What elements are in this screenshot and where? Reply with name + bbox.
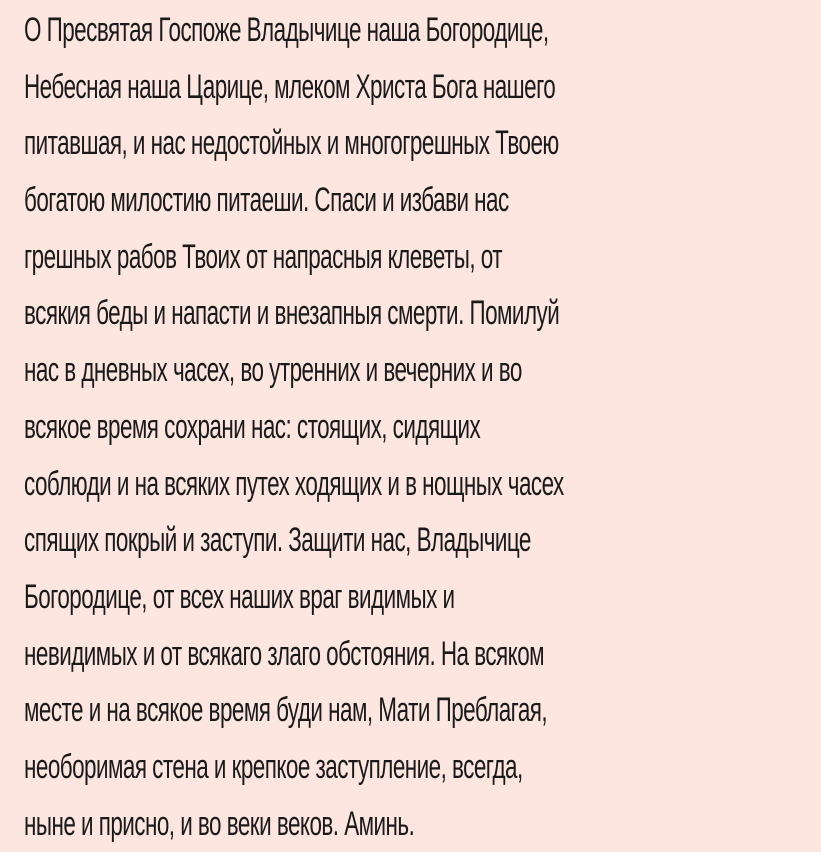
prayer-line: всякое время сохрани нас: стоящих, сидящих [24, 407, 481, 446]
prayer-line: соблюди и на всяких путех ходящих и в нощных часех [24, 464, 564, 503]
prayer-line: О Пресвятая Госпоже Владычице наша Богородице, [24, 11, 549, 49]
prayer-line: Богородице, от всех наших враг видимых и [24, 577, 455, 616]
prayer-line: богатою милостию питаеши. Спаси и избави нас [24, 181, 509, 220]
prayer-line: грешных рабов Твоих от напрасныя клеветы, от [24, 237, 503, 276]
prayer-line: необоримая стена и крепкое заступление, всегда, [24, 747, 523, 786]
prayer-line: ныне и присно, и во веки веков. Аминь. [24, 804, 415, 843]
prayer-line: невидимых и от всякаго злаго обстояния. На всяком [24, 634, 545, 673]
prayer-line: нас в дневных часех, во утренних и вечерних и во [24, 351, 522, 390]
prayer-line: Небесная наша Царице, млеком Христа Бога нашего [24, 67, 556, 106]
prayer-line: всякия беды и напасти и внезапныя смерти. Помилуй [24, 294, 560, 333]
prayer-line: спящих покрый и заступи. Защити нас, Владычице [24, 521, 531, 560]
prayer-line: месте и на всякое время буди нам, Мати Преблагая, [24, 691, 548, 730]
prayer-line: питавшая, и нас недостойных и многогрешных Твоею [24, 124, 559, 163]
prayer-text [24, 0, 813, 852]
